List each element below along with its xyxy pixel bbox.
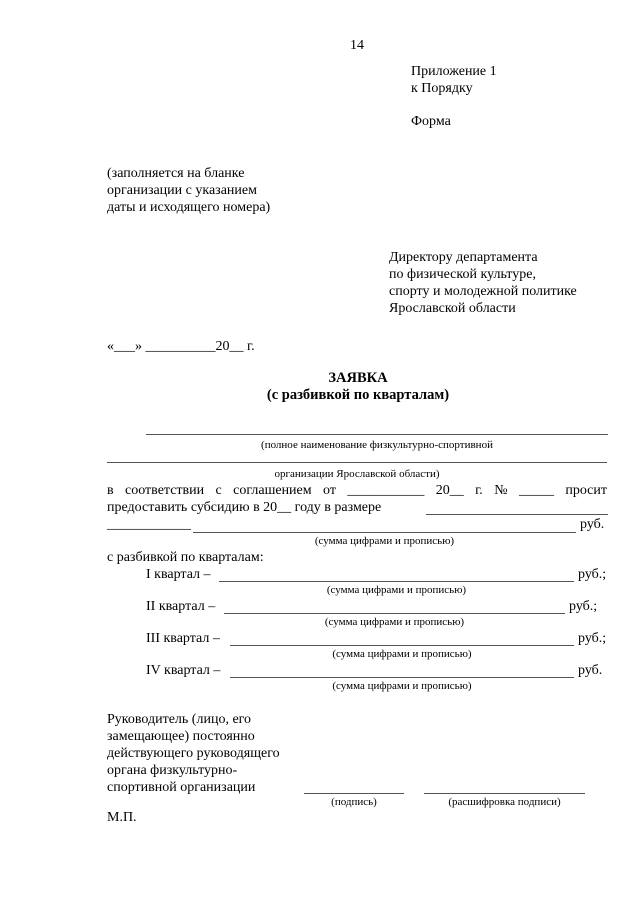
body-line-3-prefix: ____________ — [107, 517, 191, 532]
signature-line — [304, 793, 404, 794]
org-name-line-2 — [107, 462, 607, 463]
body-word: от — [323, 483, 336, 498]
quarter-2-caption: (сумма цифрами и прописью) — [324, 616, 465, 628]
quarter-3-label: III квартал – — [146, 631, 220, 646]
quarter-4-line — [230, 677, 574, 678]
quarter-1-unit: руб.; — [578, 567, 607, 582]
head-block-line-3: действующего руководящего — [107, 746, 280, 761]
document-title: ЗАЯВКА — [328, 370, 388, 386]
quarter-2-label: II квартал – — [146, 599, 216, 614]
addressee-line-1: Директору департамента — [389, 250, 538, 265]
body-word: соответствии — [125, 483, 205, 498]
decoding-line — [424, 793, 585, 794]
head-block-line-2: замещающее) постоянно — [107, 729, 255, 744]
appendix-line-2: к Порядку — [411, 81, 473, 96]
decoding-caption: (расшифровка подписи) — [448, 796, 561, 808]
rub-label: руб. — [580, 517, 605, 532]
quarter-1-line — [219, 581, 574, 582]
document-subtitle: (с разбивкой по кварталам) — [266, 387, 450, 403]
addressee-line-4: Ярославской области — [389, 301, 516, 316]
body-word: в — [107, 483, 114, 498]
quarter-3-line — [230, 645, 574, 646]
date-line: «___» __________20__ г. — [107, 339, 255, 354]
quarter-1-caption: (сумма цифрами и прописью) — [326, 584, 467, 596]
quarter-3-unit: руб.; — [578, 631, 607, 646]
amount-caption: (сумма цифрами и прописью) — [314, 535, 455, 547]
letterhead-note-line-1: (заполняется на бланке — [107, 166, 245, 181]
breakdown-label: с разбивкой по кварталам: — [107, 550, 264, 565]
amount-fill-line-2 — [193, 532, 576, 533]
org-caption-1: (полное наименование физкультурно-спортивной — [261, 439, 493, 451]
body-word: соглашением — [233, 483, 312, 498]
quarter-4-caption: (сумма цифрами и прописью) — [332, 680, 472, 692]
signature-caption: (подпись) — [331, 796, 377, 808]
quarter-3-caption: (сумма цифрами и прописью) — [332, 648, 472, 660]
body-line-1 — [107, 483, 607, 499]
quarter-2-unit: руб.; — [569, 599, 598, 614]
addressee-line-2: по физической культуре, — [389, 267, 536, 282]
body-word: с — [215, 483, 222, 498]
appendix-line-1: Приложение 1 — [411, 64, 497, 79]
amount-fill-line-1 — [426, 514, 608, 515]
body-word: 20__ — [435, 483, 464, 498]
page-number: 14 — [350, 38, 364, 53]
org-caption-2: организации Ярославской области) — [274, 468, 440, 480]
quarter-1-label: I квартал – — [146, 567, 211, 582]
form-label: Форма — [411, 114, 451, 129]
addressee-line-3: спорту и молодежной политике — [389, 284, 577, 299]
letterhead-note-line-3: даты и исходящего номера) — [107, 200, 271, 215]
quarter-4-label: IV квартал – — [146, 663, 221, 678]
quarter-4-unit: руб. — [578, 663, 603, 678]
quarter-2-line — [224, 613, 565, 614]
org-name-line-1 — [146, 434, 608, 435]
body-word: просит — [565, 483, 607, 498]
body-line-2: предоставить субсидию в 20__ году в размере — [107, 500, 382, 515]
letterhead-note-line-2: организации с указанием — [107, 183, 257, 198]
stamp-label: М.П. — [107, 810, 137, 825]
head-block-line-4: органа физкультурно- — [107, 763, 238, 778]
body-word: ___________ — [347, 483, 425, 498]
body-word: _____ — [518, 483, 554, 498]
head-block-line-5: спортивной организации — [107, 780, 256, 795]
head-block-line-1: Руководитель (лицо, его — [107, 712, 252, 727]
body-word: № — [494, 483, 508, 498]
body-word: г. — [475, 483, 483, 498]
